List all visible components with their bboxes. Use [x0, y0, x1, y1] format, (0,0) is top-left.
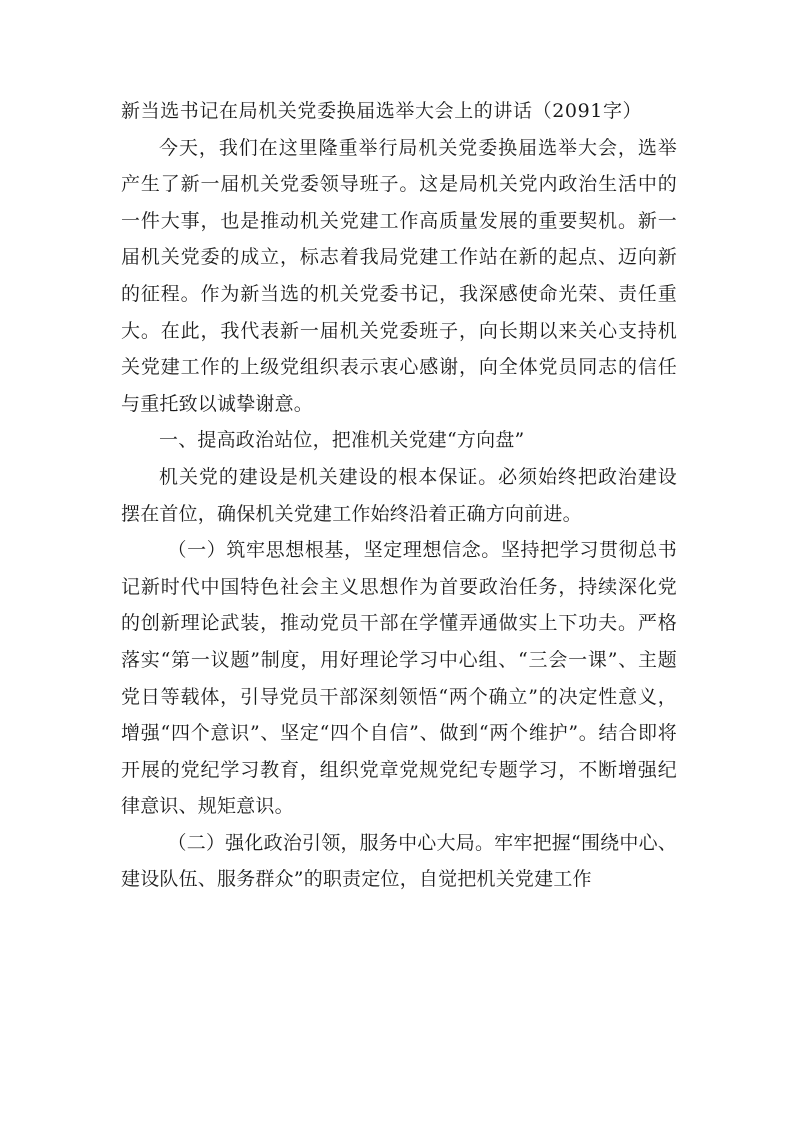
section-heading-1: 一、提高政治站位，把准机关党建“方向盘”	[159, 429, 525, 452]
opening-paragraph: 今天，我们在这里隆重举行局机关党委换届选举大会，选举产生了新一届机关党委领导班子。这是局机关党内政治生活中的一件大事，也是推动机关党建工作高质量发展的重要契机。新一届机关党委的成立，标志着我局党建工作站在新的起点、迈向新的征程。作为新当选的机关党委书记，我深感使命光荣、责任重大。在此，我代表新一届机关党委班子，向长期以来关心支持机关党建工作的上级党组织表示衷心感谢，向全体党员同志的信任与重托致以诚挚谢意。	[121, 136, 677, 415]
document-title: 新当选书记在局机关党委换届选举大会上的讲话（2091字）	[121, 100, 643, 122]
subsection-2-paragraph: （二）强化政治引领，服务中心大局。牢牢把握“围绕中心、建设队伍、服务群众”的职责定位，自觉把机关党建工作	[121, 831, 677, 891]
section-1-intro-paragraph: 机关党的建设是机关建设的根本保证。必须始终把政治建设摆在首位，确保机关党建工作始终沿着正确方向前进。	[121, 465, 677, 525]
subsection-1-paragraph: （一）筑牢思想根基，坚定理想信念。坚持把学习贯彻总书记新时代中国特色社会主义思想作为首要政治任务，持续深化党的创新理论武装，推动党员干部在学懂弄通做实上下功夫。严格落实“第一议题”制度，用好理论学习中心组、“三会一课”、主题党日等载体，引导党员干部深刻领悟“两个确立”的决定性意义，增强“四个意识”、坚定“四个自信”、做到“两个维护”。结合即将开展的党纪学习教育，组织党章党规党纪专题学习，不断增强纪律意识、规矩意识。	[121, 539, 677, 818]
document-body	[121, 93, 677, 898]
